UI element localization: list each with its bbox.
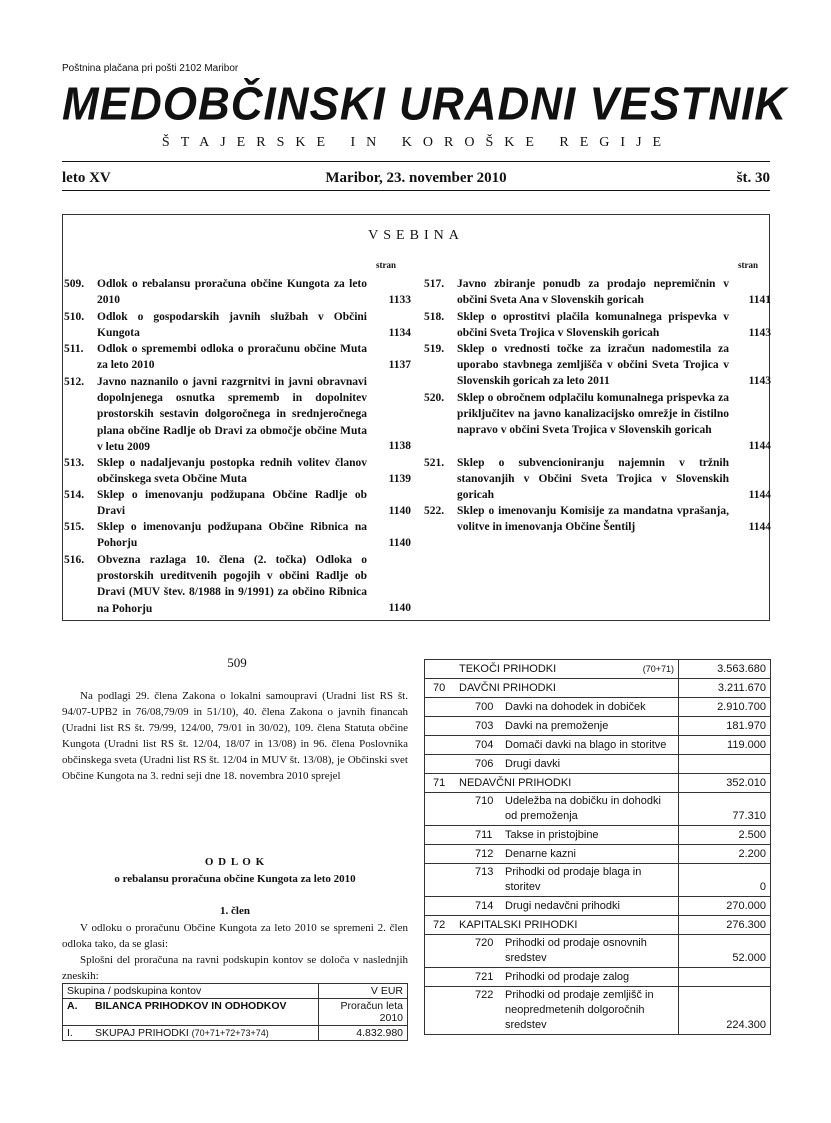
table-row xyxy=(425,826,771,845)
row-code: 711 xyxy=(475,829,493,841)
issue-number: št. 30 xyxy=(736,170,770,186)
toc-entry-title: Odlok o rebalansu proračuna občine Kungota za leto 2010 xyxy=(97,278,367,307)
masthead-subtitle: ŠTAJERSKE IN KOROŠKE REGIJE xyxy=(161,135,673,150)
row-code: 703 xyxy=(475,720,494,732)
toc-entry-title: Javno zbiranje ponudb za prodajo nepremičnin v občini Sveta Ana v Slovenskih goricah xyxy=(457,278,729,307)
toc-entry[interactable] xyxy=(424,341,771,389)
row-code: 721 xyxy=(475,971,494,983)
row-label-text: Udeležba na dobičku in dohodki od premoženja xyxy=(505,795,661,822)
toc-entry-page: 1143 xyxy=(748,327,771,339)
row-code: 72 xyxy=(433,919,446,931)
toc-entry-title: Odlok o gospodarskih javnih službah v Občini Kungota xyxy=(97,311,367,340)
toc-entry-page: 1141 xyxy=(748,294,771,306)
toc-entry-number: 518. xyxy=(424,311,445,323)
budget-summary-table xyxy=(62,983,408,1041)
row-label-text: Prihodki od prodaje osnovnih sredstev xyxy=(505,937,647,964)
toc-title: VSEBINA xyxy=(368,228,464,243)
article-subtitle: o rebalansu proračuna občine Kungota za leto 2010 xyxy=(114,873,356,885)
row-label xyxy=(425,864,679,897)
clause-paragraph: V odloku o proračunu Občine Kungota za leto 2010 se spremeni 2. člen odloka tako, da se glasi: xyxy=(62,922,408,950)
toc-column-label: stran xyxy=(738,260,758,270)
table-row xyxy=(425,845,771,864)
row-label xyxy=(425,935,679,968)
table-row xyxy=(425,736,771,755)
row-label-text: Domači davki na blago in storitve xyxy=(505,739,667,751)
row-label-text: Prihodki od prodaje zemljišč in neopredmetenih dolgoročnih sredstev xyxy=(505,989,654,1031)
row-formula: (70+71+72+73+74) xyxy=(191,1028,269,1038)
row-label xyxy=(425,774,679,793)
toc-entry[interactable] xyxy=(424,455,771,503)
row-label xyxy=(425,793,679,826)
row-value: 3.563.680 xyxy=(679,660,771,679)
row-value: 119.000 xyxy=(679,736,771,755)
toc-entry[interactable] xyxy=(424,390,771,454)
table-row xyxy=(425,755,771,774)
toc-entry-number: 521. xyxy=(424,457,445,469)
row-code xyxy=(429,662,459,677)
row-label xyxy=(425,755,679,774)
row-value: 224.300 xyxy=(679,987,771,1035)
toc-entry-title: Sklep o nadaljevanju postopka rednih volitev članov občinskega sveta Občine Muta xyxy=(97,457,367,486)
toc-entry-page: 1134 xyxy=(388,327,411,339)
toc-entry[interactable] xyxy=(64,341,411,373)
toc-entry-page: 1144 xyxy=(748,521,771,533)
toc-entry[interactable] xyxy=(64,552,411,616)
table-row xyxy=(63,1026,408,1041)
toc-entry-title: Sklep o imenovanju Komisije za mandatna vprašanja, volitve in imenovanja Občine Šentilj xyxy=(457,505,729,534)
toc-entry[interactable] xyxy=(424,503,771,535)
table-row xyxy=(425,679,771,698)
toc-entry[interactable] xyxy=(64,487,411,519)
row-value: 3.211.670 xyxy=(679,679,771,698)
row-code: 720 xyxy=(475,937,494,949)
row-code: A. xyxy=(63,999,92,1026)
row-label xyxy=(425,987,679,1035)
table-row xyxy=(63,999,408,1026)
divider xyxy=(62,190,770,191)
row-label xyxy=(425,968,679,987)
table-row xyxy=(425,968,771,987)
header-cell: V EUR xyxy=(319,984,408,999)
row-value: 2.910.700 xyxy=(679,698,771,717)
row-label xyxy=(425,897,679,916)
toc-entry-number: 517. xyxy=(424,278,445,290)
row-code: 706 xyxy=(475,758,494,770)
toc-entry-title: Javno naznanilo o javni razgrnitvi in javni obravnavi dopolnjenega osnutka sprememb in dopolnitev prostorskih sestavin dolgoročnega in srednjeročnega plana občine Radlje ob Dravi za območje občine Muta v letu 2009 xyxy=(97,376,367,453)
row-value: 77.310 xyxy=(679,793,771,826)
toc-entry-page: 1144 xyxy=(748,440,771,452)
issue-year: leto XV xyxy=(62,170,111,186)
row-value: 276.300 xyxy=(679,916,771,935)
issue-date: Maribor, 23. november 2010 xyxy=(325,170,507,186)
row-code: 714 xyxy=(475,900,494,912)
toc-entry-number: 516. xyxy=(64,554,85,566)
toc-entry-page: 1144 xyxy=(748,489,771,501)
row-label-text: Drugi davki xyxy=(505,758,561,770)
toc-entry-page: 1139 xyxy=(388,473,411,485)
toc-entry-number: 520. xyxy=(424,392,445,404)
row-code: 700 xyxy=(475,701,494,713)
table-row xyxy=(425,935,771,968)
toc-entry-number: 513. xyxy=(64,457,85,469)
row-label: BILANCA PRIHODKOV IN ODHODKOV xyxy=(91,999,319,1026)
article-preamble: Na podlagi 29. člena Zakona o lokalni samoupravi (Uradni list RS št. 94/07-UPB2 in 76/08,79/09 in 51/10), 40. člena Zakona o javnih financah (Uradni list RS št. 79/99, 124/00, 79/01 in 30/02), 109. člena Statuta občine Kungota (Uradni list RS št. 12/04, 18/07 in 13/08) in 96. člena Poslovnika občinskega sveta (Uradni list RS št. 12/04 in MUV št. 13/08), je Občinski svet Občine Kungota na 3. redni seji dne 18. novembra 2010 sprejel xyxy=(62,690,408,782)
article-number: 509 xyxy=(227,655,247,670)
row-label xyxy=(425,736,679,755)
row-label xyxy=(91,1026,319,1041)
toc-entry-title: Sklep o oprostitvi plačila komunalnega prispevka v občini Sveta Trojica v Slovenskih goricah xyxy=(457,311,729,340)
revenue-table xyxy=(424,659,771,1035)
row-value: 352.010 xyxy=(679,774,771,793)
toc-entry-title: Obvezna razlaga 10. člena (2. točka) Odloka o prostorskih ureditvenih pogojih v občini Radlje ob Dravi (MUV štev. 8/1988 in 9/1991) za občino Ribnica na Pohorju xyxy=(97,554,367,615)
table-row xyxy=(425,864,771,897)
row-code: 71 xyxy=(433,777,446,789)
table-row xyxy=(425,987,771,1035)
toc-entry-number: 510. xyxy=(64,311,85,323)
row-value xyxy=(679,755,771,774)
table-row xyxy=(425,660,771,679)
toc-entry-page: 1143 xyxy=(748,375,771,387)
table-row xyxy=(425,717,771,736)
row-code: 70 xyxy=(433,682,446,694)
row-label-text: Prihodki od prodaje zalog xyxy=(505,971,630,983)
row-label xyxy=(425,698,679,717)
row-label-text: DAVČNI PRIHODKI xyxy=(459,682,556,694)
toc-entry-number: 511. xyxy=(64,343,84,355)
row-label-text: Drugi nedavčni prihodki xyxy=(505,900,620,912)
row-label xyxy=(425,916,679,935)
masthead-title: MEDOBČINSKI URADNI VESTNIK xyxy=(62,78,788,131)
toc-entry[interactable] xyxy=(64,276,411,308)
table-row xyxy=(425,897,771,916)
table-header-row xyxy=(63,984,408,999)
row-value: 4.832.980 xyxy=(319,1026,408,1041)
toc-entry-title: Odlok o spremembi odloka o proračunu občine Muta za leto 2010 xyxy=(97,343,367,372)
row-label-text: Takse in pristojbine xyxy=(505,829,599,841)
toc-entry-number: 522. xyxy=(424,505,445,517)
row-label-text: Denarne kazni xyxy=(505,848,576,860)
row-code: 712 xyxy=(475,848,494,860)
row-label-text: Prihodki od prodaje blaga in storitev xyxy=(505,866,642,893)
table-row xyxy=(425,774,771,793)
row-value: 2.500 xyxy=(679,826,771,845)
table-row xyxy=(425,698,771,717)
toc-entry-title: Sklep o imenovanju podžupana Občine Ribnica na Pohorju xyxy=(97,521,367,550)
toc-entry[interactable] xyxy=(64,374,411,454)
row-value: 0 xyxy=(679,864,771,897)
toc-entry-page: 1138 xyxy=(388,440,411,452)
table-row xyxy=(425,916,771,935)
toc-entry[interactable] xyxy=(64,309,411,341)
row-value: 181.970 xyxy=(679,717,771,736)
divider xyxy=(62,161,770,162)
header-cell: Skupina / podskupina kontov xyxy=(63,984,319,999)
toc-entry[interactable] xyxy=(424,276,771,308)
row-value xyxy=(679,968,771,987)
toc-entry-number: 519. xyxy=(424,343,445,355)
row-label xyxy=(425,660,679,679)
toc-entry-number: 512. xyxy=(64,376,85,388)
toc-entry-number: 509. xyxy=(64,278,85,290)
toc-entry-title: Sklep o vrednosti točke za izračun nadomestila za uporabo stavbnega zemljišča v občini Sveta Trojica v Slovenskih goricah za leto 2011 xyxy=(457,343,729,388)
row-label-text: Davki na dohodek in dobiček xyxy=(505,701,646,713)
row-code: I. xyxy=(63,1026,92,1041)
row-label xyxy=(425,717,679,736)
toc-entry[interactable] xyxy=(64,455,411,487)
row-label xyxy=(425,679,679,698)
postage-note: Poštnina plačana pri pošti 2102 Maribor xyxy=(62,63,239,74)
article-title: O D L O K xyxy=(204,856,266,868)
row-label-text: NEDAVČNI PRIHODKI xyxy=(459,777,572,789)
toc-entry-page: 1137 xyxy=(388,359,411,371)
toc-entry-number: 514. xyxy=(64,489,85,501)
toc-column-label: stran xyxy=(376,260,396,270)
row-label-text: KAPITALSKI PRIHODKI xyxy=(459,919,578,931)
toc-entry-title: Sklep o subvencioniranju najemnin v tržnih stanovanjih v Občini Sveta Trojica v Slovenskih goricah xyxy=(457,457,729,502)
row-value: 270.000 xyxy=(679,897,771,916)
toc-entry-page: 1133 xyxy=(388,294,411,306)
toc-entry[interactable] xyxy=(424,309,771,341)
row-label-text: SKUPAJ PRIHODKI xyxy=(95,1027,189,1039)
row-label xyxy=(425,826,679,845)
row-code: 722 xyxy=(475,989,494,1001)
row-code: 710 xyxy=(475,795,494,807)
table-row xyxy=(425,793,771,826)
row-formula: (70+71) xyxy=(642,664,674,674)
clause-heading: 1. člen xyxy=(220,905,250,917)
row-label xyxy=(425,845,679,864)
toc-entry[interactable] xyxy=(64,519,411,551)
row-value: Proračun leta 2010 xyxy=(319,999,408,1026)
row-value: 2.200 xyxy=(679,845,771,864)
row-code: 713 xyxy=(475,866,494,878)
toc-entry-page: 1140 xyxy=(388,602,411,614)
clause-paragraph: Splošni del proračuna na ravni podskupin kontov se določa v naslednjih zneskih: xyxy=(62,954,408,982)
toc-entry-page: 1140 xyxy=(388,537,411,549)
toc-entry-page: 1140 xyxy=(388,505,411,517)
toc-entry-title: Sklep o imenovanju podžupana Občine Radlje ob Dravi xyxy=(97,489,367,518)
row-label-text: Davki na premoženje xyxy=(505,720,609,732)
toc-entry-title: Sklep o obročnem odplačilu komunalnega prispevka za priključitev na javno kanalizacijsko omrežje in čistilno napravo v občini Sveta Trojica v Slovenskih goricah xyxy=(457,392,729,437)
toc-entry-number: 515. xyxy=(64,521,85,533)
row-code: 704 xyxy=(475,739,494,751)
row-label-text: TEKOČI PRIHODKI xyxy=(459,663,557,675)
row-value: 52.000 xyxy=(679,935,771,968)
